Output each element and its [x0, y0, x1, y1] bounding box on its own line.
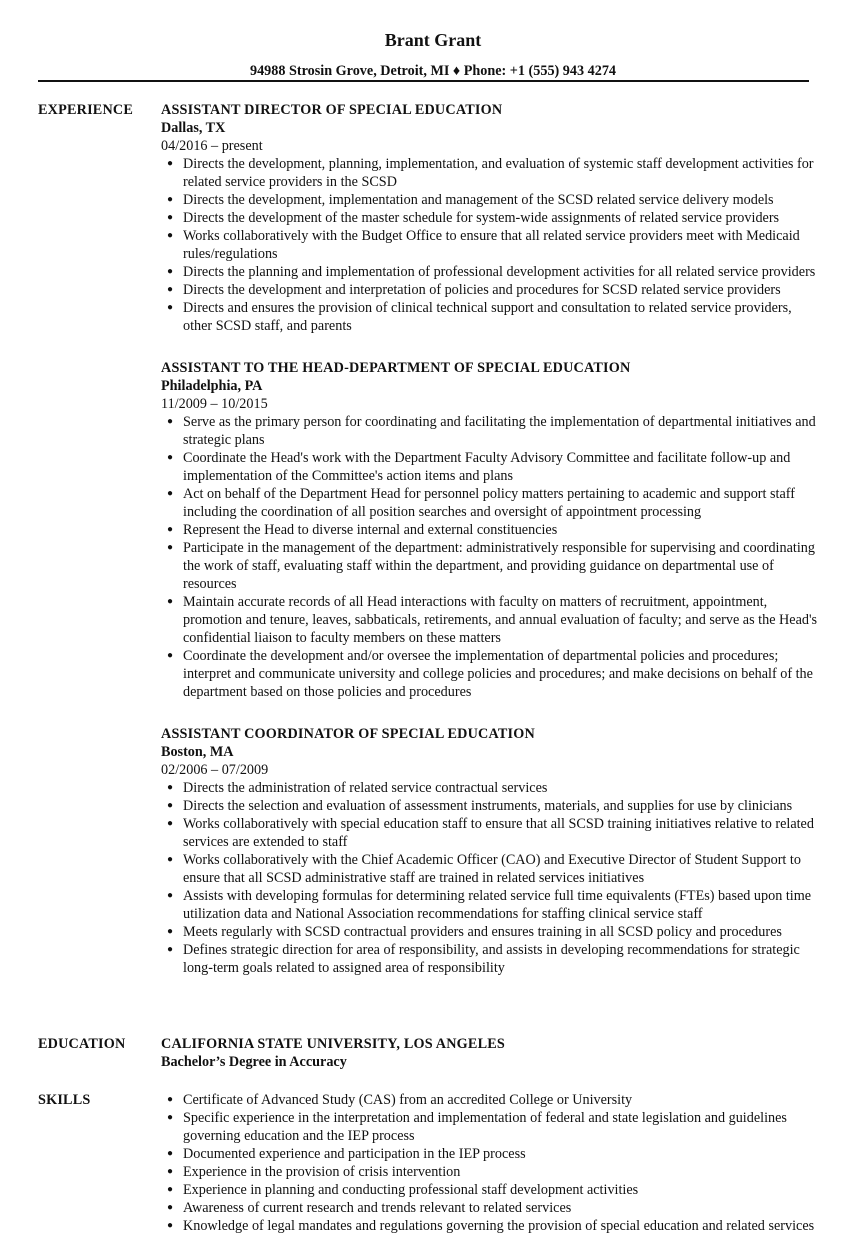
duty-item: ● Directs the selection and evaluation of assessment instruments, materials, and supplies for use by clinicians: [167, 798, 793, 814]
duty-item: ● Directs the development and interpretation of policies and procedures for SCSD related service providers: [167, 282, 781, 298]
bullet-icon: ●: [167, 854, 174, 865]
job-entry: [161, 725, 821, 977]
job-title: ASSISTANT COORDINATOR OF SPECIAL EDUCATION: [161, 726, 535, 742]
duty-item: ● Directs the development, implementation and management of the SCSD related service delivery models: [167, 192, 774, 208]
duty-item: ● Works collaboratively with the Chief Academic Officer (CAO) and Executive Director of Student Support to ensure that all SCSD administrative staff are trained in related services initiatives: [167, 852, 801, 886]
skill-item: ● Specific experience in the interpretation and implementation of federal and state legislation and guidelines governing education and the IEP process: [167, 1110, 787, 1144]
bullet-icon: ●: [167, 452, 174, 463]
job-location: Philadelphia, PA: [161, 378, 263, 394]
duty-item: ● Maintain accurate records of all Head interactions with faculty on matters of recruitment, appointment, promotion and tenure, leaves, sabbaticals, retirements, and annual evaluation of faculty; and serve as the Head's confidential liaison to faculty members on these matters: [167, 594, 818, 646]
bullet-icon: ●: [167, 1166, 174, 1177]
bullet-icon: ●: [167, 800, 174, 811]
duty-item: ● Participate in the management of the department: administratively responsible for supervising and coordinating the work of staff, evaluating staff within the department, and providing guidance on departmental use of resources: [167, 540, 815, 592]
duty-item: ● Works collaboratively with the Budget Office to ensure that all related service providers meet with Medicaid rules/regulations: [167, 228, 800, 262]
duty-item: ● Coordinate the development and/or oversee the implementation of departmental policies and procedures; interpret and communicate university and college policies and procedures; and make decisions on behalf of the department based on those policies and procedures: [167, 648, 813, 700]
bullet-icon: ●: [167, 1148, 174, 1159]
experience-body: [161, 101, 821, 1001]
bullet-icon: ●: [167, 524, 174, 535]
duty-item: ● Directs the development, planning, implementation, and evaluation of systemic staff development activities for related service providers in the SCSD: [167, 156, 814, 190]
bullet-icon: ●: [167, 1112, 174, 1123]
duty-item: ● Meets regularly with SCSD contractual providers and ensures training in all SCSD policy and procedures: [167, 924, 782, 940]
bullet-icon: ●: [167, 650, 174, 661]
bullet-icon: ●: [167, 284, 174, 295]
bullet-icon: ●: [167, 596, 174, 607]
bullet-icon: ●: [167, 890, 174, 901]
education-body: [161, 1035, 821, 1071]
duty-item: ● Directs the development of the master schedule for system-wide assignments of related service providers: [167, 210, 780, 226]
header-divider: [38, 80, 809, 82]
skill-item: ● Experience in planning and conducting professional staff development activities: [167, 1182, 639, 1198]
degree-name: Bachelor’s Degree in Accuracy: [161, 1054, 347, 1070]
bullet-icon: ●: [167, 212, 174, 223]
skill-item: ● Awareness of current research and trends relevant to related services: [167, 1200, 572, 1216]
bullet-icon: ●: [167, 542, 174, 553]
job-title: ASSISTANT DIRECTOR OF SPECIAL EDUCATION: [161, 102, 503, 118]
job-entry: [161, 101, 821, 335]
bullet-icon: ●: [167, 1094, 174, 1105]
skills-list: [161, 1091, 821, 1235]
job-location: Dallas, TX: [161, 120, 226, 136]
duty-item: ● Coordinate the Head's work with the Department Faculty Advisory Committee and facilitate follow-up and implementation of the Committee's action items and plans: [167, 450, 791, 484]
skill-item: ● Documented experience and participation in the IEP process: [167, 1146, 526, 1162]
job-dates: 02/2006 – 07/2009: [161, 762, 269, 778]
duty-item: ● Works collaboratively with special education staff to ensure that all SCSD training initiatives relative to related services are extended to staff: [167, 816, 814, 850]
skill-item: ● Knowledge of legal mandates and regulations governing the provision of special education and related services: [167, 1218, 815, 1234]
bullet-icon: ●: [167, 1202, 174, 1213]
section-label-skills: SKILLS: [38, 1092, 91, 1108]
skills-body: [161, 1091, 821, 1235]
bullet-icon: ●: [167, 488, 174, 499]
bullet-icon: ●: [167, 782, 174, 793]
duty-item: ● Assists with developing formulas for determining related service full time equivalents (FTEs) based upon time utilization data and National Association recommendations for staffing clinical service staff: [167, 888, 812, 922]
bullet-icon: ●: [167, 1220, 174, 1231]
bullet-icon: ●: [167, 416, 174, 427]
duty-item: ● Directs the administration of related service contractual services: [167, 780, 548, 796]
candidate-name: Brant Grant: [384, 30, 482, 50]
job-location: Boston, MA: [161, 744, 234, 760]
job-duties-list: [161, 779, 821, 977]
job-dates: 04/2016 – present: [161, 138, 263, 154]
bullet-icon: ●: [167, 230, 174, 241]
section-label-education: EDUCATION: [38, 1036, 126, 1052]
job-duties-list: [161, 413, 821, 701]
bullet-icon: ●: [167, 818, 174, 829]
bullet-icon: ●: [167, 194, 174, 205]
job-dates: 11/2009 – 10/2015: [161, 396, 268, 412]
bullet-icon: ●: [167, 302, 174, 313]
duty-item: ● Directs and ensures the provision of clinical technical support and consultation to related service providers, other SCSD staff, and parents: [167, 300, 792, 334]
job-duties-list: [161, 155, 821, 335]
bullet-icon: ●: [167, 926, 174, 937]
bullet-icon: ●: [167, 944, 174, 955]
job-title: ASSISTANT TO THE HEAD-DEPARTMENT OF SPECIAL EDUCATION: [161, 360, 631, 376]
duty-item: ● Act on behalf of the Department Head for personnel policy matters pertaining to academic and support staff including the coordination of all position searches and oversight of appointment processing: [167, 486, 795, 520]
bullet-icon: ●: [167, 1184, 174, 1195]
skill-item: ● Experience in the provision of crisis intervention: [167, 1164, 461, 1180]
school-name: CALIFORNIA STATE UNIVERSITY, LOS ANGELES: [161, 1036, 505, 1052]
bullet-icon: ●: [167, 266, 174, 277]
bullet-icon: ●: [167, 158, 174, 169]
duty-item: ● Directs the planning and implementation of professional development activities for all related service providers: [167, 264, 816, 280]
job-entry: [161, 359, 821, 701]
section-label-experience: EXPERIENCE: [38, 102, 134, 118]
duty-item: ● Serve as the primary person for coordinating and facilitating the implementation of departmental initiatives and strategic plans: [167, 414, 816, 448]
contact-line: 94988 Strosin Grove, Detroit, MI ♦ Phone: +1 (555) 943 4274: [249, 63, 617, 79]
skill-item: ● Certificate of Advanced Study (CAS) from an accredited College or University: [167, 1092, 633, 1108]
duty-item: ● Defines strategic direction for area of responsibility, and assists in developing recommendations for strategic long-term goals related to assigned area of responsibility: [167, 942, 800, 976]
duty-item: ● Represent the Head to diverse internal and external constituencies: [167, 522, 558, 538]
